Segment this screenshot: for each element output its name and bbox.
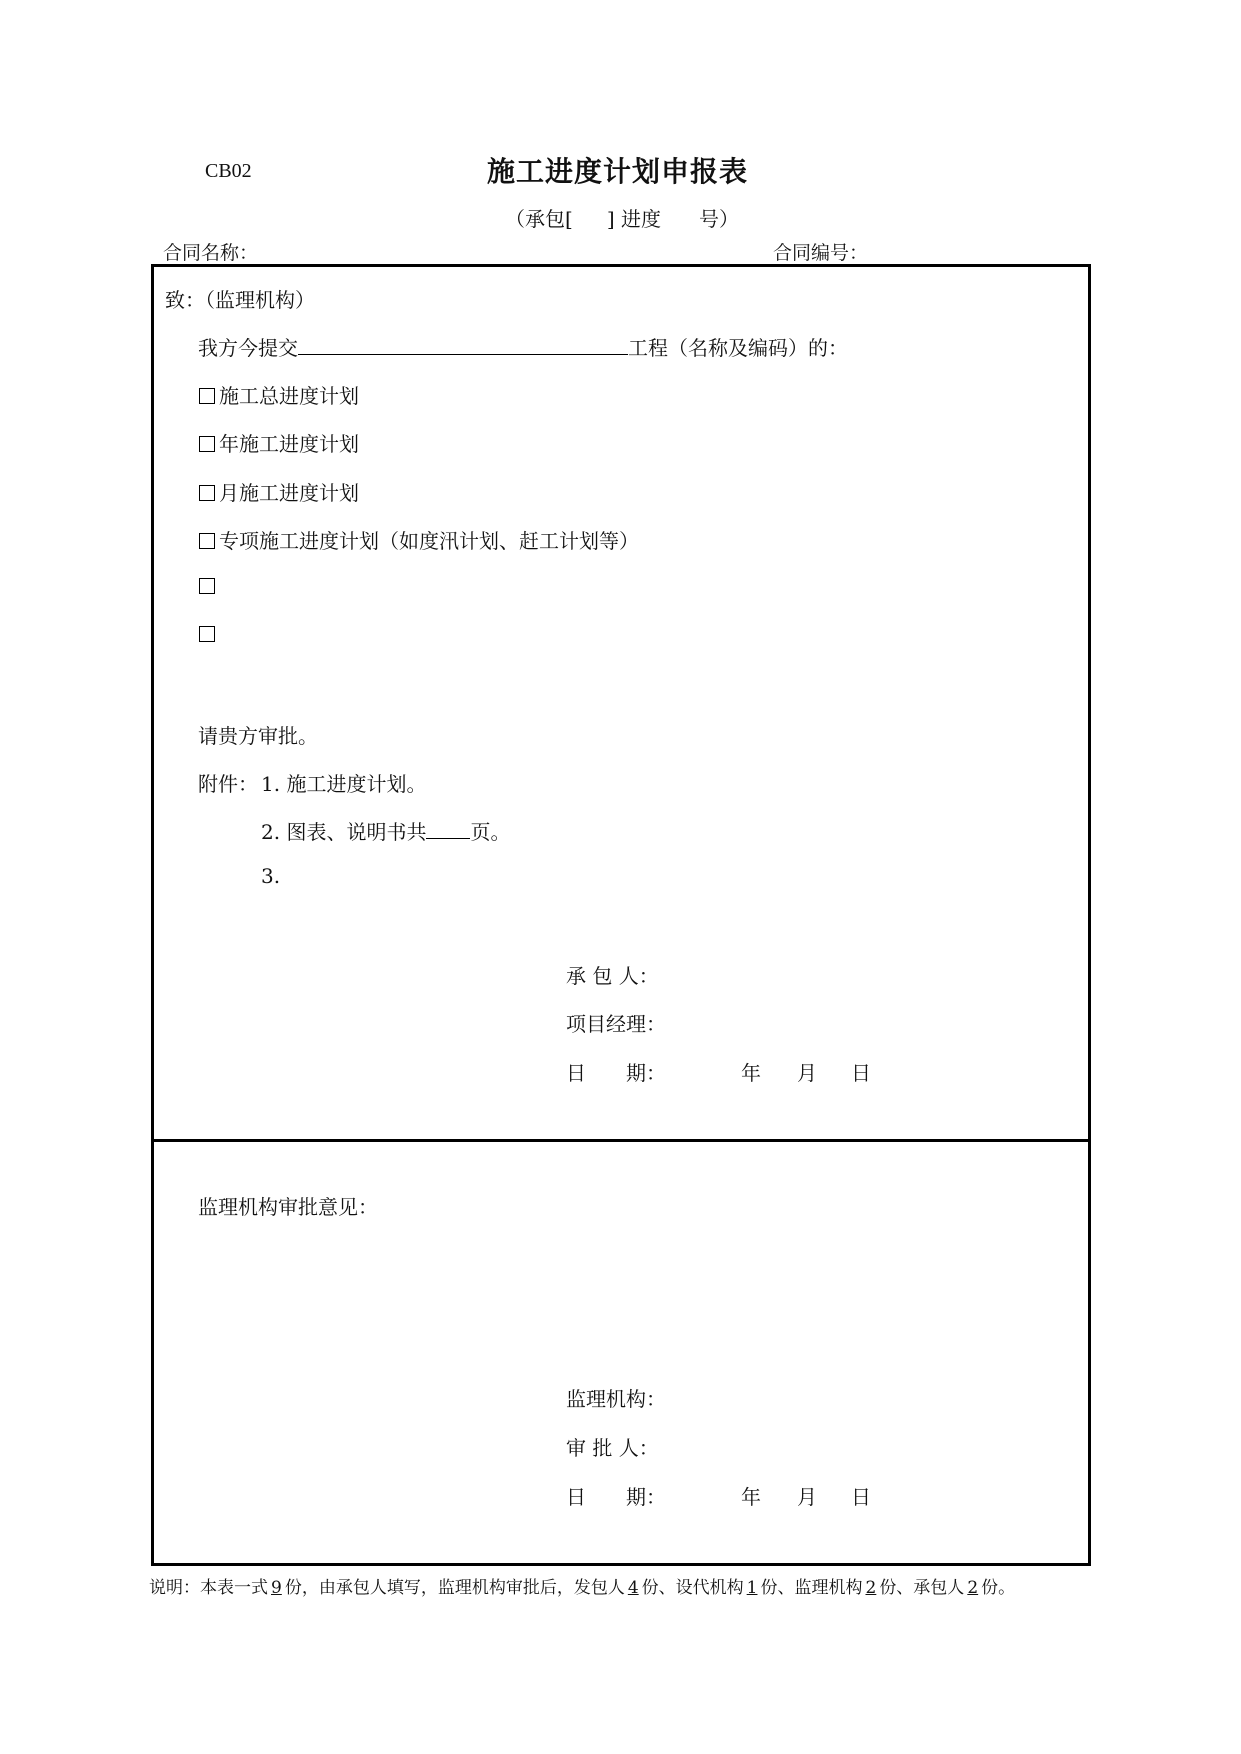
option-monthly-plan[interactable]	[199, 477, 359, 506]
attachment-2-suffix: 页。	[470, 820, 511, 844]
section-divider	[151, 1139, 1091, 1142]
supervisor-label: 监理机构：	[566, 1387, 666, 1411]
date-year: 年	[741, 1061, 761, 1085]
attachment-2-prefix: 2. 图表、说明书共	[261, 820, 427, 844]
footer-text: 份、设代机构	[641, 1578, 744, 1598]
approver-label: 审 批 人：	[566, 1436, 659, 1460]
opinion-label: 监理机构审批意见：	[198, 1195, 378, 1219]
contract-no-label: 合同编号：	[773, 242, 869, 264]
footer-note	[149, 1573, 1015, 1598]
option-label: 年施工进度计划	[219, 432, 359, 456]
submit-line	[198, 332, 848, 361]
option-blank-1[interactable]	[199, 574, 219, 598]
checkbox-icon[interactable]	[199, 436, 215, 452]
copies-supervisor: 2	[865, 1578, 877, 1598]
attachment-1: 1. 施工进度计划。	[261, 772, 427, 796]
approval-date-year: 年	[741, 1485, 761, 1509]
option-label: 施工总进度计划	[219, 384, 359, 408]
to-label: 致：（监理机构）	[165, 288, 315, 312]
date-label: 日 期：	[566, 1061, 666, 1085]
request-text: 请贵方审批。	[198, 724, 318, 748]
approval-date-label: 日 期：	[566, 1485, 666, 1509]
subtitle-middle: ] 进度	[606, 207, 661, 231]
subtitle-suffix: 号）	[698, 207, 739, 231]
approval-date-month: 月	[797, 1485, 817, 1509]
submit-suffix: 工程（名称及编码）的：	[628, 336, 848, 360]
form-frame	[151, 264, 1091, 1566]
checkbox-icon[interactable]	[199, 388, 215, 404]
option-special-plan[interactable]	[199, 525, 639, 554]
copies-owner: 4	[627, 1578, 639, 1598]
checkbox-icon[interactable]	[199, 578, 215, 594]
footer-text: 份、监理机构	[760, 1578, 863, 1598]
footer-text: 份、承包人	[879, 1578, 965, 1598]
checkbox-icon[interactable]	[199, 485, 215, 501]
project-manager-label: 项目经理：	[566, 1012, 666, 1036]
attachment-2	[261, 816, 510, 845]
copies-design: 1	[746, 1578, 758, 1598]
checkbox-icon[interactable]	[199, 533, 215, 549]
option-label: 专项施工进度计划（如度汛计划、赶工计划等）	[219, 529, 639, 553]
option-label: 月施工进度计划	[219, 481, 359, 505]
option-total-plan[interactable]	[199, 380, 359, 409]
copies-contractor: 2	[967, 1578, 979, 1598]
footer-text: 说明：本表一式	[149, 1578, 268, 1598]
approval-date-day: 日	[851, 1485, 871, 1509]
submit-prefix: 我方今提交	[198, 336, 298, 360]
form-code: CB02	[205, 160, 252, 182]
project-name-blank[interactable]	[298, 333, 628, 355]
contractor-label: 承 包 人：	[566, 964, 659, 988]
date-month: 月	[797, 1061, 817, 1085]
checkbox-icon[interactable]	[199, 626, 215, 642]
form-subtitle	[505, 203, 739, 232]
date-day: 日	[851, 1061, 871, 1085]
subtitle-prefix: （承包[	[505, 207, 573, 231]
option-annual-plan[interactable]	[199, 428, 359, 457]
attachments-label: 附件：	[198, 772, 258, 796]
form-title: 施工进度计划申报表	[487, 155, 749, 188]
page-count-blank[interactable]	[426, 817, 470, 839]
copies-total: 9	[271, 1578, 282, 1598]
option-blank-2[interactable]	[199, 622, 219, 646]
contract-name-label: 合同名称：	[163, 242, 259, 264]
footer-text: 份。	[981, 1578, 1016, 1598]
attachment-3: 3.	[261, 864, 281, 888]
footer-text: 份，由承包人填写，监理机构审批后，发包人	[284, 1578, 625, 1598]
